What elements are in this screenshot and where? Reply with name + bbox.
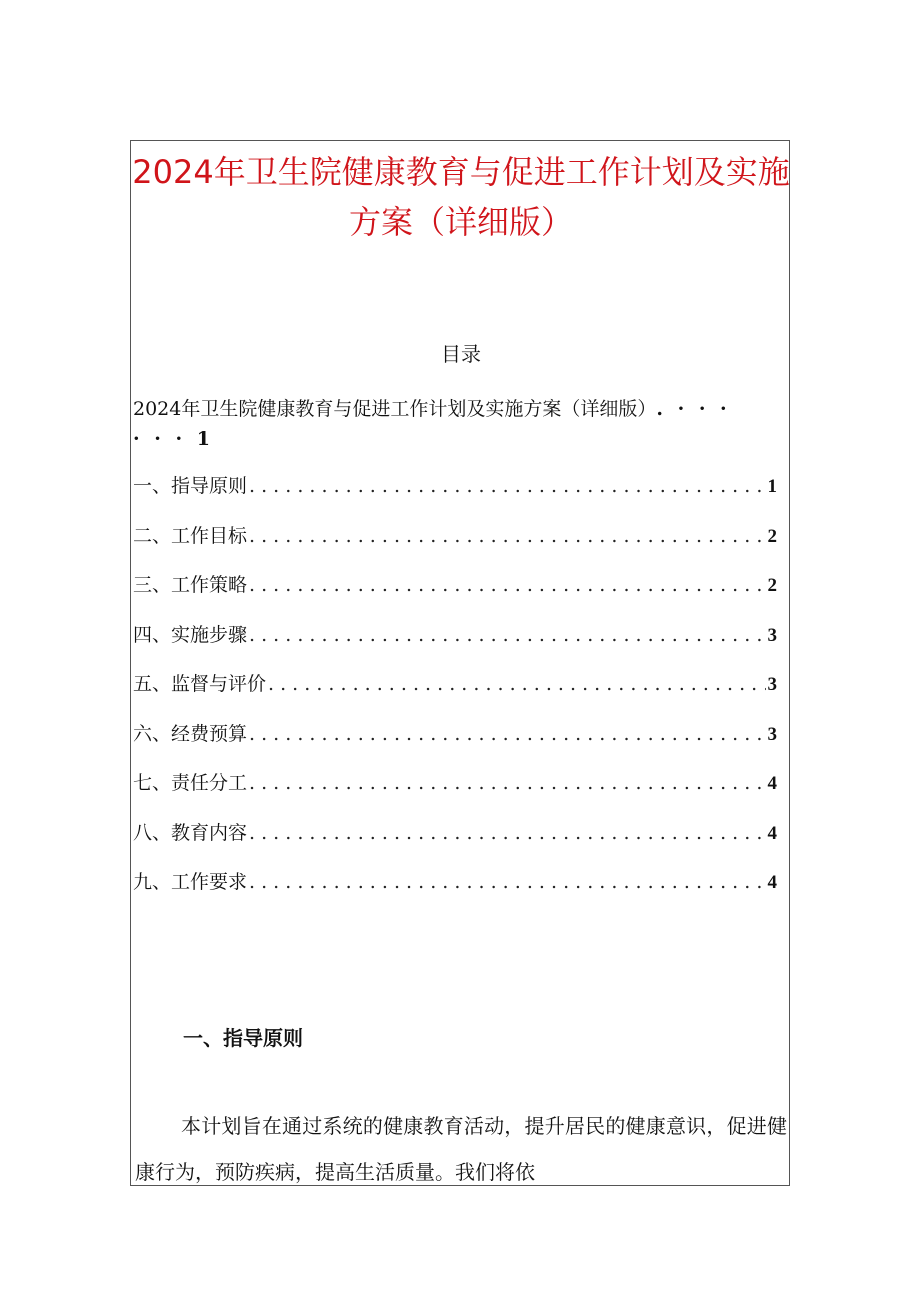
toc-item-leader [249,570,765,600]
toc-item-page: 2 [767,525,777,547]
toc-item-label: 二、工作目标 [133,524,248,547]
toc-heading: 目录 [441,342,481,366]
toc-main-entry-leader: . · · · [656,398,731,420]
toc-item-leader [249,768,765,798]
toc-item-label: 三、工作策略 [133,574,248,596]
document-frame [130,140,790,1186]
toc-item[interactable] [133,768,777,818]
toc-main-entry[interactable] [133,394,783,454]
toc-item-page: 2 [767,575,777,596]
toc-item-leader [249,471,765,501]
toc-item-page: 3 [767,723,777,745]
section-heading: 一、指导原则 [183,1026,303,1050]
toc-item-leader [268,669,765,699]
toc-item-leader [249,719,765,749]
toc-item-page: 4 [767,822,777,844]
toc-item-leader [249,521,765,551]
toc-item-leader [249,620,765,650]
toc-item-page: 3 [767,624,777,646]
toc-item[interactable] [133,620,777,670]
toc-item-label: 八、教育内容 [133,821,248,844]
toc-item-label: 九、工作要求 [133,871,248,893]
toc-item-page: 3 [767,674,777,695]
toc-item-label: 一、指导原则 [133,475,248,497]
toc-item-label: 四、实施步骤 [133,623,248,646]
toc-item[interactable] [133,570,777,620]
toc-list [133,471,777,917]
toc-main-entry-text: 2024年卫生院健康教育与促进工作计划及实施方案（详细版） [133,398,657,420]
toc-item-label: 七、责任分工 [133,772,248,794]
document-title-line-1: 2024年卫生院健康教育与促进工作计划及实施 [132,153,790,191]
toc-main-entry-leader-page: · · · 1 [133,428,214,450]
body-paragraph: 本计划旨在通过系统的健康教育活动，提升居民的健康意识，促进健康行为，预防疾病，提高生活质量。我们将依 [135,1114,787,1184]
toc-item-page: 4 [767,872,777,893]
toc-item-label: 五、监督与评价 [133,673,267,695]
toc-item-label: 六、经费预算 [133,722,248,745]
toc-item[interactable] [133,521,777,571]
toc-item-page: 4 [767,773,777,794]
toc-item[interactable] [133,719,777,769]
toc-item[interactable] [133,669,777,719]
document-title-line-2: 方案（详细版） [348,203,573,241]
toc-item-leader [249,867,765,897]
toc-item[interactable] [133,818,777,868]
toc-item[interactable] [133,471,777,521]
toc-item-leader [249,818,765,848]
toc-item-page: 1 [767,476,777,497]
toc-item[interactable] [133,867,777,917]
